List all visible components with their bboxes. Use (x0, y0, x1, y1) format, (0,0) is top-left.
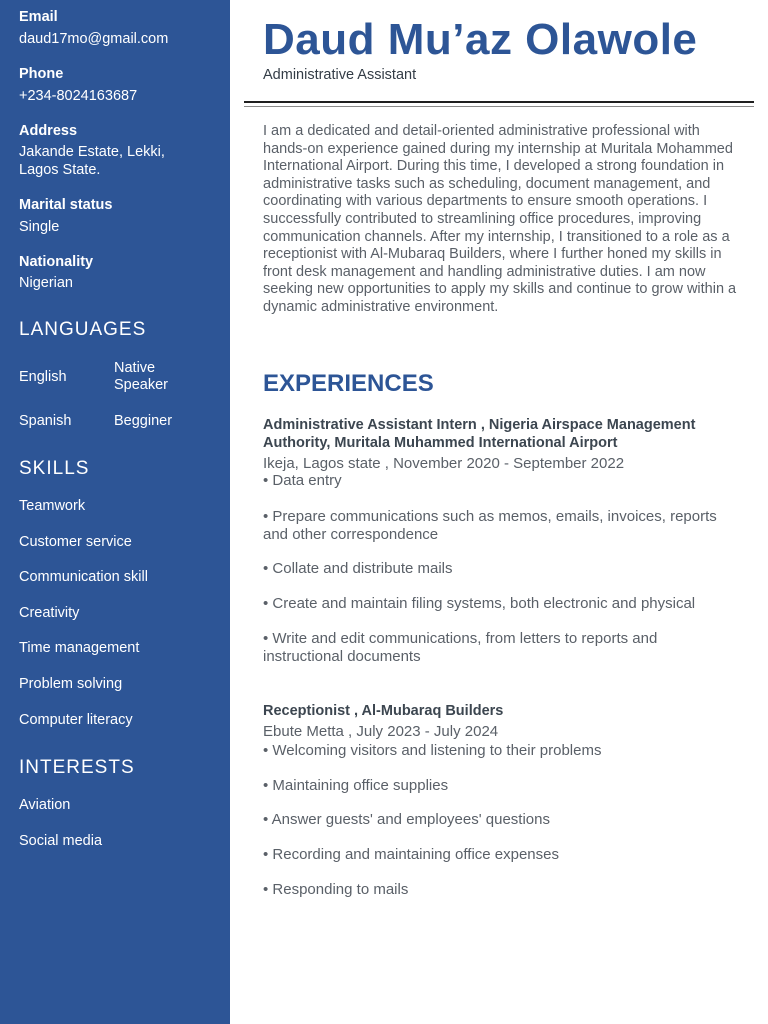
skill-item: Teamwork (19, 498, 86, 514)
skill-item: Communication skill (19, 569, 148, 585)
candidate-name: Daud Mu’az Olawole (263, 15, 698, 64)
skill-item: Creativity (19, 605, 80, 621)
job-meta: Ebute Metta , July 2023 - July 2024 (263, 723, 499, 740)
job-bullet: • Create and maintain filing systems, both electronic and physical (263, 595, 696, 612)
job-role: Administrative Assistant (263, 67, 417, 83)
job-bullet: • Prepare communications such as memos, emails, invoices, reports and other correspondence (263, 508, 717, 543)
phone-value: +234-8024163687 (19, 88, 138, 104)
interest-item: Social media (19, 833, 103, 849)
marital-status-value: Single (19, 219, 60, 235)
job-meta: Ikeja, Lagos state , November 2020 - September 2022 (263, 455, 625, 472)
language-level: Begginer (114, 413, 173, 429)
job-bullet: • Collate and distribute mails (263, 560, 453, 577)
language-name: Spanish (19, 413, 72, 429)
skill-item: Problem solving (19, 676, 123, 692)
interest-item: Aviation (19, 797, 71, 813)
email-label: Email (19, 9, 58, 25)
job-bullet: • Recording and maintaining office expenses (263, 846, 559, 863)
interests-heading: INTERESTS (19, 757, 135, 778)
address-label: Address (19, 123, 78, 139)
job-bullet: • Welcoming visitors and listening to their problems (263, 742, 602, 759)
job-title: Receptionist , Al-Mubaraq Builders (263, 703, 504, 719)
language-level-line2: Speaker (114, 377, 169, 393)
job-bullet: • Data entry (263, 472, 342, 489)
nationality-label: Nationality (19, 254, 94, 270)
sidebar (0, 0, 230, 1024)
skill-item: Computer literacy (19, 712, 133, 728)
job-bullet: • Maintaining office supplies (263, 777, 449, 794)
email-value: daud17mo@gmail.com (19, 31, 169, 47)
languages-heading: LANGUAGES (19, 319, 147, 340)
marital-status-label: Marital status (19, 197, 113, 213)
job-bullet: • Responding to mails (263, 881, 409, 898)
nationality-value: Nigerian (19, 275, 73, 291)
main-content (230, 0, 768, 1024)
header-divider-thin (244, 106, 754, 107)
address-value-line2: Lagos State. (19, 162, 101, 178)
phone-label: Phone (19, 66, 64, 82)
skill-item: Time management (19, 640, 140, 656)
address-value-line1: Jakande Estate, Lekki, (19, 144, 165, 160)
skills-heading: SKILLS (19, 458, 90, 479)
job-bullet: • Answer guests' and employees' questions (263, 811, 550, 828)
skill-item: Customer service (19, 534, 132, 550)
language-level: Native (114, 360, 156, 376)
experiences-heading: EXPERIENCES (263, 370, 434, 397)
profile-summary: I am a dedicated and detail-oriented administrative professional with hands-on experience gained during my internship at Muritala Mohammed International Airport. During this time, I developed a strong foundation in administrative tasks such as scheduling, document management, and coordinating with various departments to ensure smooth operations. I successfully contributed to streamlining office procedures, improving communication channels. After my internship, I transitioned to a role as a receptionist with Al-Mubaraq Builders, where I further honed my skills in front desk management and handling administrative duties. I am now seeking new opportunities to apply my skills and continue to grow within a dynamic administrative environment. (263, 123, 737, 315)
header-divider (244, 101, 754, 103)
job-bullet: • Write and edit communications, from letters to reports and instructional documents (263, 630, 658, 665)
language-name: English (19, 369, 67, 385)
job-title: Administrative Assistant Intern , Nigeria Airspace Management Authority, Muritala Muhammed International Airport (263, 417, 696, 451)
